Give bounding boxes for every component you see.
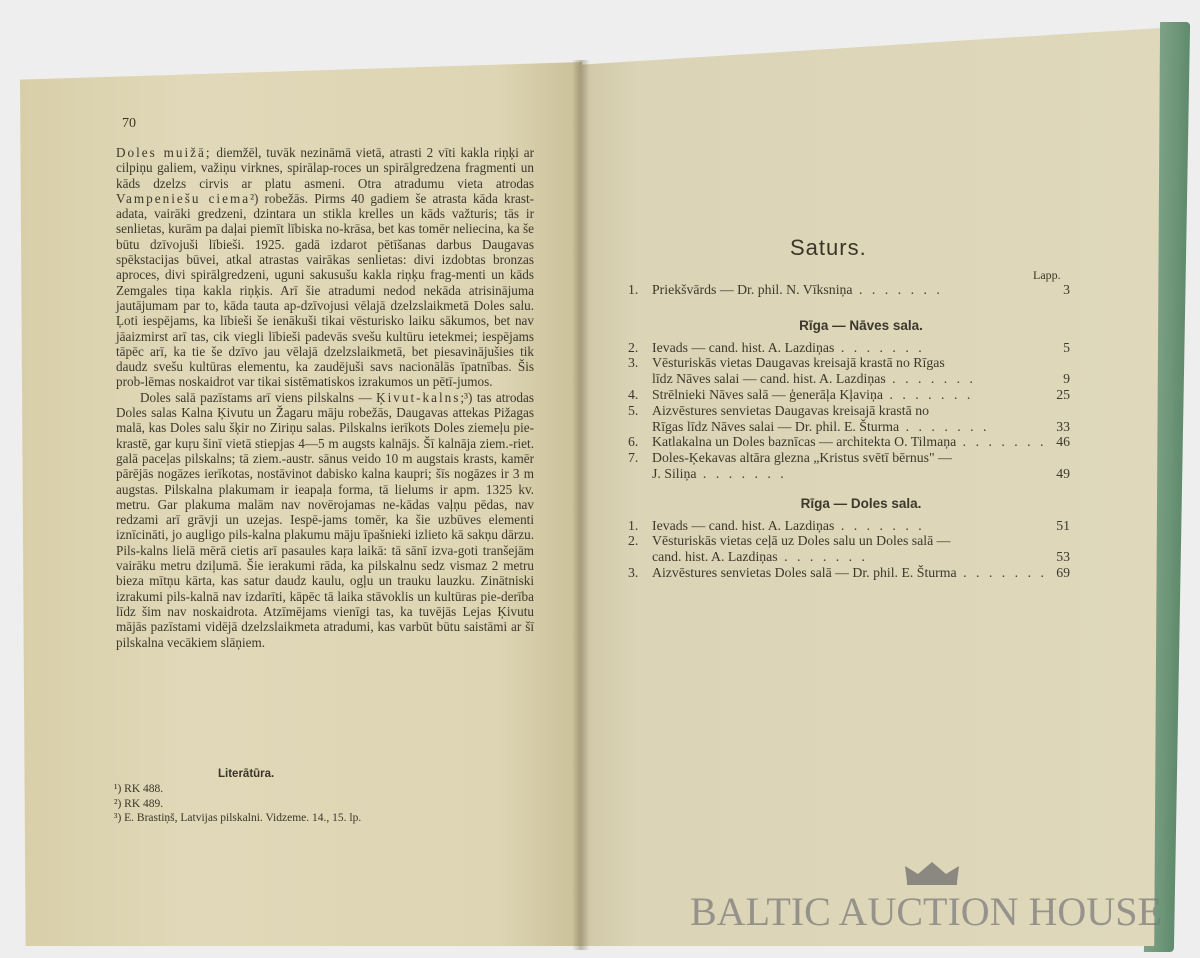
spaced-term: Vampeniešu ciema	[116, 190, 251, 206]
toc-entry	[628, 450, 1070, 482]
toc-entry-number: 7.	[628, 450, 639, 466]
toc-entry	[628, 340, 1070, 356]
book-gutter	[572, 60, 590, 950]
toc-entry-page: 69	[1056, 564, 1070, 580]
toc-entry-title	[652, 403, 1070, 435]
toc-entry-title	[652, 565, 1070, 581]
toc-entry-line: Priekšvārds — Dr. phil. N. Vīksniņa . . . . . . .	[652, 282, 943, 297]
toc-entry-number: 2.	[628, 339, 639, 355]
toc-entry-line: Aizvēstures senvietas Daugavas kreisajā krastā no	[652, 402, 929, 418]
toc-entry	[628, 518, 1070, 534]
toc-entry-page: 46	[1056, 434, 1070, 450]
dot-leader: . . . . . . .	[834, 517, 925, 533]
text-run: ;³) tas atrodas Doles salas Kalna Ķivutu un Žagaru māju robežās, Daugavas attekas Pižagas malā, kas Doles salu šķir no Ziriņu salas. Pilskalns ierīkots Doles ziemeļu pie-krastē, gar kuŗu šinī vietā stiepjas 4—5 m augsts kalnājs. Šī kalnāja ziem.-riet. galā paceļas pilskalns; tā ziem.-austr. sānus veido 10 m augstais krasts, kamēr pārējās nogāzes ierīkotas, nostāvinot dabisko kalna kaupri; šīs nogāzes ir 3 m augstas. Pilskalna plakumam ir ieapaļa forma, tā lielums ir apm. 1325 kv. metru. Gar plakuma malām nav novērojamas ne-kādas vaļņu pēdas, nav redzami arī grāvji un uzejas. Iespē-jams tomēr, ka šie uzbūves elementi iznīcināti, jo augligo pils-kalna plakumu māju īpašnieki izlieto kā sakņu dārzu. Pils-kalns lielā mērā cietis arī pasaules kaŗa laikā: tā sānī izva-goti tranšejām vairāku metru dziļumā. Šie ierakumi rāda, ka pilskalnu sedz vismaz 2 metru bieza mītņu kārta, kas satur daudz kaulu, ogļu un trauku lauzku. Zinātniski izrakumi pils-kalnā nav izdarīti, kāpēc tā laika stāvoklis un kultūras pie-derība līdz šim nav noskaidrota. Atzīmējams vienīgi tas, ka tuvējās Lejas Ķivutu mājās pazīstami vidējā dzelzslaikmeta atradumi, kas varbūt būtu saistāmi ar šī pilskalna vecākiem slāņiem.	[116, 389, 534, 650]
dot-leader: . . . . . . .	[834, 339, 925, 355]
body-paragraph	[116, 145, 534, 390]
text-run: diemžēl, tuvāk nezināmā vietā, atrasti 2 vīti kakla riņķi ar cilpiņu galiem, važiņu virknes, spirālap-roces un spirālgredzena fragmenti un kāds dzelzs cirvis ar platu asmeni. Otra atradumu vieta atrodas	[116, 145, 534, 191]
toc-entry-line: Ievads — cand. hist. A. Lazdiņas . . . . . . .	[652, 517, 925, 533]
toc-entry-line: Katlakalna un Doles baznīcas — architekta O. Tilmaņa . . . . . . .	[652, 434, 1047, 450]
toc-entry-page: 9	[1063, 371, 1070, 387]
spacer	[628, 298, 1070, 304]
toc-entry-number: 3.	[628, 564, 639, 580]
toc-entry	[628, 565, 1070, 581]
toc-entry-title	[652, 282, 1070, 298]
toc-title: Saturs.	[790, 235, 867, 260]
toc-entry-line: Doles-Ķekavas altāra glezna „Kristus svētī bērnus" —	[652, 450, 952, 466]
dot-leader: . . . . . . .	[956, 564, 1047, 580]
table-of-contents	[628, 282, 1070, 581]
toc-entry-number: 4.	[628, 386, 639, 402]
toc-entry	[628, 282, 1070, 298]
toc-entry-line: Rīgas līdz Nāves salai — Dr. phil. E. Šturma . . . . . . .	[652, 418, 990, 434]
toc-entry-line: cand. hist. A. Lazdiņas . . . . . . .	[652, 549, 868, 565]
toc-entry-line: Vēsturiskās vietas Daugavas kreisajā krastā no Rīgas	[652, 355, 945, 371]
footnote: ¹) RK 488.	[114, 783, 164, 795]
spaced-term: Doles muižā;	[116, 145, 212, 160]
footnotes	[114, 782, 534, 826]
dot-leader: . . . . . . .	[899, 418, 990, 434]
toc-entry-line: Strēlnieki Nāves salā — ģenerāļa Kļaviņa . . . . . . .	[652, 386, 974, 402]
toc-entry-line: Aizvēstures senvietas Doles salā — Dr. phil. E. Šturma . . . . . . .	[652, 564, 1047, 580]
toc-section-heading: Rīga — Doles sala.	[800, 495, 922, 511]
toc-entry-line: J. Siliņa . . . . . . .	[652, 465, 787, 481]
toc-entry-number: 6.	[628, 434, 639, 450]
text-run: Doles salā pazīstams arī viens pilskalns —	[140, 389, 377, 405]
footnote: ²) RK 489.	[114, 797, 164, 810]
footnote: ³) E. Brastiņš, Latvijas pilskalni. Vidzeme. 14., 15. lp.	[114, 812, 362, 824]
toc-entry	[628, 355, 1070, 387]
toc-entry-number: 2.	[628, 533, 639, 549]
body-paragraph	[116, 390, 534, 650]
toc-entry	[628, 403, 1070, 435]
dot-leader: . . . . . . .	[885, 371, 977, 387]
toc-entry-number: 1.	[628, 282, 639, 297]
toc-entry-number: 1.	[628, 517, 639, 533]
toc-entry	[628, 434, 1070, 450]
toc-entry-title	[652, 340, 1070, 356]
toc-entry-number: 3.	[628, 355, 639, 371]
toc-entry-title	[652, 450, 1070, 482]
toc-entry-page: 25	[1056, 386, 1070, 402]
toc-entry-title	[652, 434, 1070, 450]
spaced-term: Ķivut-kalns	[376, 389, 461, 405]
toc-entry-page: 53	[1056, 549, 1070, 565]
dot-leader: . . . . . . .	[883, 386, 974, 402]
dot-leader: . . . . . . .	[696, 465, 787, 481]
toc-entry-line: Vēsturiskās vietas ceļā uz Doles salu un Doles salā —	[652, 533, 951, 549]
toc-entry-page: 51	[1056, 517, 1070, 533]
dot-leader: . . . . . . .	[777, 549, 868, 565]
toc-entry-title	[652, 518, 1070, 534]
toc-entry-page: 5	[1063, 339, 1070, 355]
page-number: 70	[122, 116, 136, 131]
toc-entry-title	[652, 387, 1070, 403]
watermark-text: BALTIC AUCTION HOUSE	[690, 889, 1162, 934]
dot-leader: . . . . . . .	[852, 282, 943, 297]
toc-entry-page: 33	[1056, 418, 1070, 434]
toc-entry-page: 3	[1063, 282, 1070, 297]
toc-entry	[628, 387, 1070, 403]
toc-entry-line: Ievads — cand. hist. A. Lazdiņas . . . . . . .	[652, 339, 925, 355]
toc-section-heading: Rīga — Nāves sala.	[799, 317, 923, 333]
toc-entry-number: 5.	[628, 402, 639, 418]
toc-entry	[628, 533, 1070, 565]
toc-entry-title	[652, 533, 1070, 565]
page-column-label: Lapp.	[1033, 268, 1061, 282]
toc-entry-page: 49	[1056, 465, 1070, 481]
crown-icon	[903, 860, 961, 886]
dot-leader: . . . . . . .	[956, 434, 1047, 450]
toc-entry-line: līdz Nāves salai — cand. hist. A. Lazdiņas . . . . . . .	[652, 371, 977, 387]
literature-heading: Literātūra.	[218, 768, 275, 780]
toc-entry-title	[652, 355, 1070, 387]
body-text	[116, 145, 534, 650]
text-run: ²) robežās. Pirms 40 gadiem še atrasta kāda krast-adata, vairāki gredzeni, dzintara un stikla krelles un kāds važturis; tās ir senlietas, kurām pa daļai piemīt lībiska no-krāsa, bet kas tomēr neliecina, ka še būtu dzīvojuši lībieši. 1925. gadā izdarot pētīšanas darbus Daugavas spēkstacijas būvei, atkal atrastas vairākas senlietas: divi izdobtas bronzas aproces, divi spirālgredzeni, uguni sakusušu kakla riņķu frag-menti un kāds Zemgales tiņa kakla riņķis. Arī šie atradumi nedod nekāda atrisinājuma jautājumam par to, kāda tauta ap-dzīvojusi vēlajā dzelzslaikmetā Doles salu. Ļoti iespējams, ka lībieši še ienākuši tikai vēsturisko laiku sākumos, bet nav jāaizmirst arī tas, cik viegli lībieši padevās svešu kultūru ietekmei; iespējams tāpēc arī, ka tie še dzīvo jau vēlajā dzelzslaikmetā, bet piesavinājušies tik daudz svešu kultūras elementu, ka zaudējuši savs nacionālās īpatnības. Šis prob-lēmas noskaidrot var tikai sistēmatiskos izrakumos un pētī-jumos.	[116, 190, 535, 390]
